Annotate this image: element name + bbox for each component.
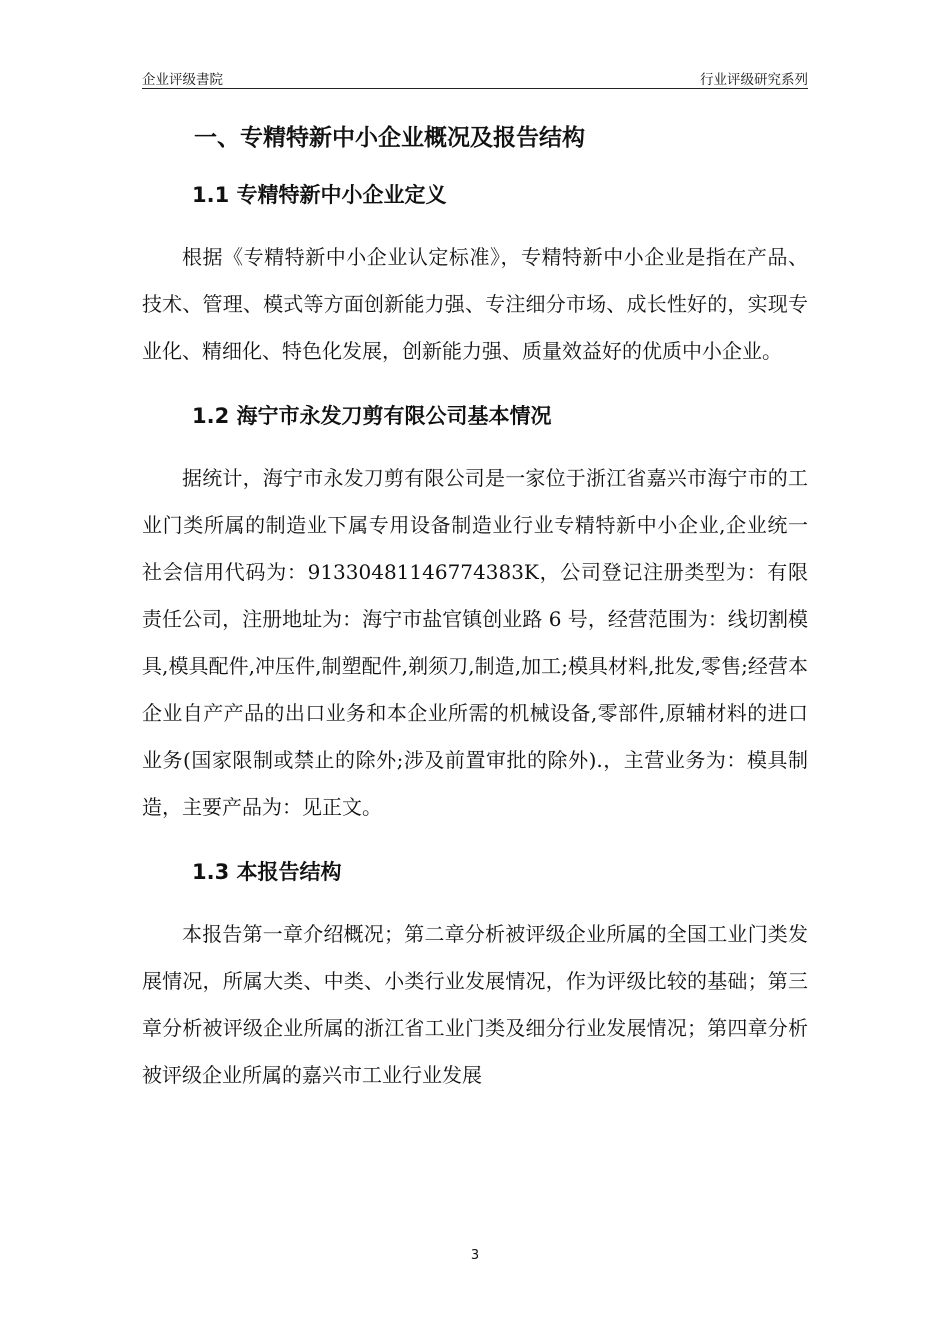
chapter-title: 一、专精特新中小企业概况及报告结构 (194, 125, 585, 151)
section-heading-1-2: 1.2 海宁市永发刀剪有限公司基本情况 (192, 404, 552, 428)
section-paragraph-1-1: 根据《专精特新中小企业认定标准》，专精特新中小企业是指在产品、技术、管理、模式等方面创新能力强、专注细分市场、成长性好的，实现专业化、精细化、特色化发展，创新能力强、质量效益好的优质中小企业。 (142, 245, 808, 363)
section-heading-1-1: 1.1 专精特新中小企业定义 (192, 183, 447, 207)
section-paragraph-1-2: 据统计，海宁市永发刀剪有限公司是一家位于浙江省嘉兴市海宁市的工业门类所属的制造业下属专用设备制造业行业专精特新中小企业,企业统一社会信用代码为：91330481146774383K，公司登记注册类型为：有限责任公司，注册地址为：海宁市盐官镇创业路 6 号，经营范围为：线切割模具,模具配件,冲压件,制塑配件,剃须刀,制造,加工;模具材料,批发,零售;经营本企业自产产品的出口业务和本企业所需的机械设备,零部件,原辅材料的进口业务(国家限制或禁止的除外;涉及前置审批的除外).，主营业务为：模具制造，主要产品为：见正文。 (142, 466, 808, 819)
header-right-title: 行业评级研究系列 (700, 72, 808, 88)
page-content (142, 110, 808, 1099)
section-heading-1-3: 1.3 本报告结构 (192, 860, 342, 884)
section-paragraph-1-3: 本报告第一章介绍概况；第二章分析被评级企业所属的全国工业门类发展情况，所属大类、中类、小类行业发展情况，作为评级比较的基础；第三章分析被评级企业所属的浙江省工业门类及细分行业发展情况；第四章分析被评级企业所属的嘉兴市工业行业发展 (142, 922, 808, 1087)
header-left-title: 企业评级書院 (142, 72, 223, 88)
page-number: 3 (470, 1248, 480, 1263)
page-header (142, 66, 808, 89)
